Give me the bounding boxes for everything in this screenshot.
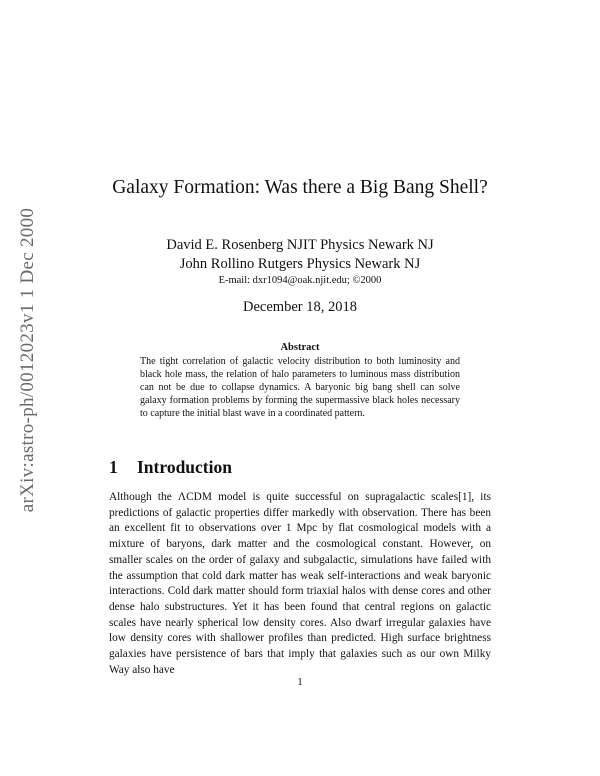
section-title: Introduction: [137, 457, 232, 477]
paper-date: December 18, 2018: [243, 299, 357, 315]
section-number: 1: [109, 457, 118, 477]
paper-title: Galaxy Formation: Was there a Big Bang Shell?: [112, 177, 488, 198]
section-body-text: Although the ΛCDM model is quite successful on supragalactic scales[1], its predictions of galactic properties differ markedly with observation. There has been an excellent fit to observations over 1 Mpc by flat cosmological models with a mixture of baryons, dark matter and the cosmological constant. However, on smaller scales on the order of galaxy and subgalactic, simulations have failed with the assumption that cold dark matter has weak self-interactions and weak baryonic interactions. Cold dark matter should form triaxial halos with dense cores and other dense halo substructures. Yet it has been found that central regions on galactic scales have nearly spherical low density cores. Also dwarf irregular galaxies have low density cores with shallower profiles than predicted. High surface brightness galaxies have persistence of bars that imply that galaxies such as our own Milky Way also have: [109, 491, 491, 676]
arxiv-identifier: arXiv:astro-ph/0012023v1 1 Dec 2000: [17, 207, 38, 513]
author-line: John Rollino Rutgers Physics Newark NJ: [179, 256, 421, 272]
page-number: 1: [297, 676, 303, 688]
author-email: E-mail: dxr1094@oak.njit.edu; ©2000: [218, 275, 382, 286]
abstract-text: The tight correlation of galactic velocity distribution to both luminosity and black hole mass, the relation of halo parameters to luminous mass distribution can not be due to collapse dynamics. A baryonic big bang shell can solve galaxy formation problems by forming the supermassive black holes necessary to capture the initial blast wave in a coordinated pattern.: [140, 356, 460, 419]
author-line: David E. Rosenberg NJIT Physics Newark NJ: [166, 237, 434, 253]
section-heading: [109, 457, 232, 478]
author-list: [100, 236, 500, 274]
arxiv-sidebar: [14, 180, 42, 540]
abstract-heading: Abstract: [280, 342, 320, 353]
